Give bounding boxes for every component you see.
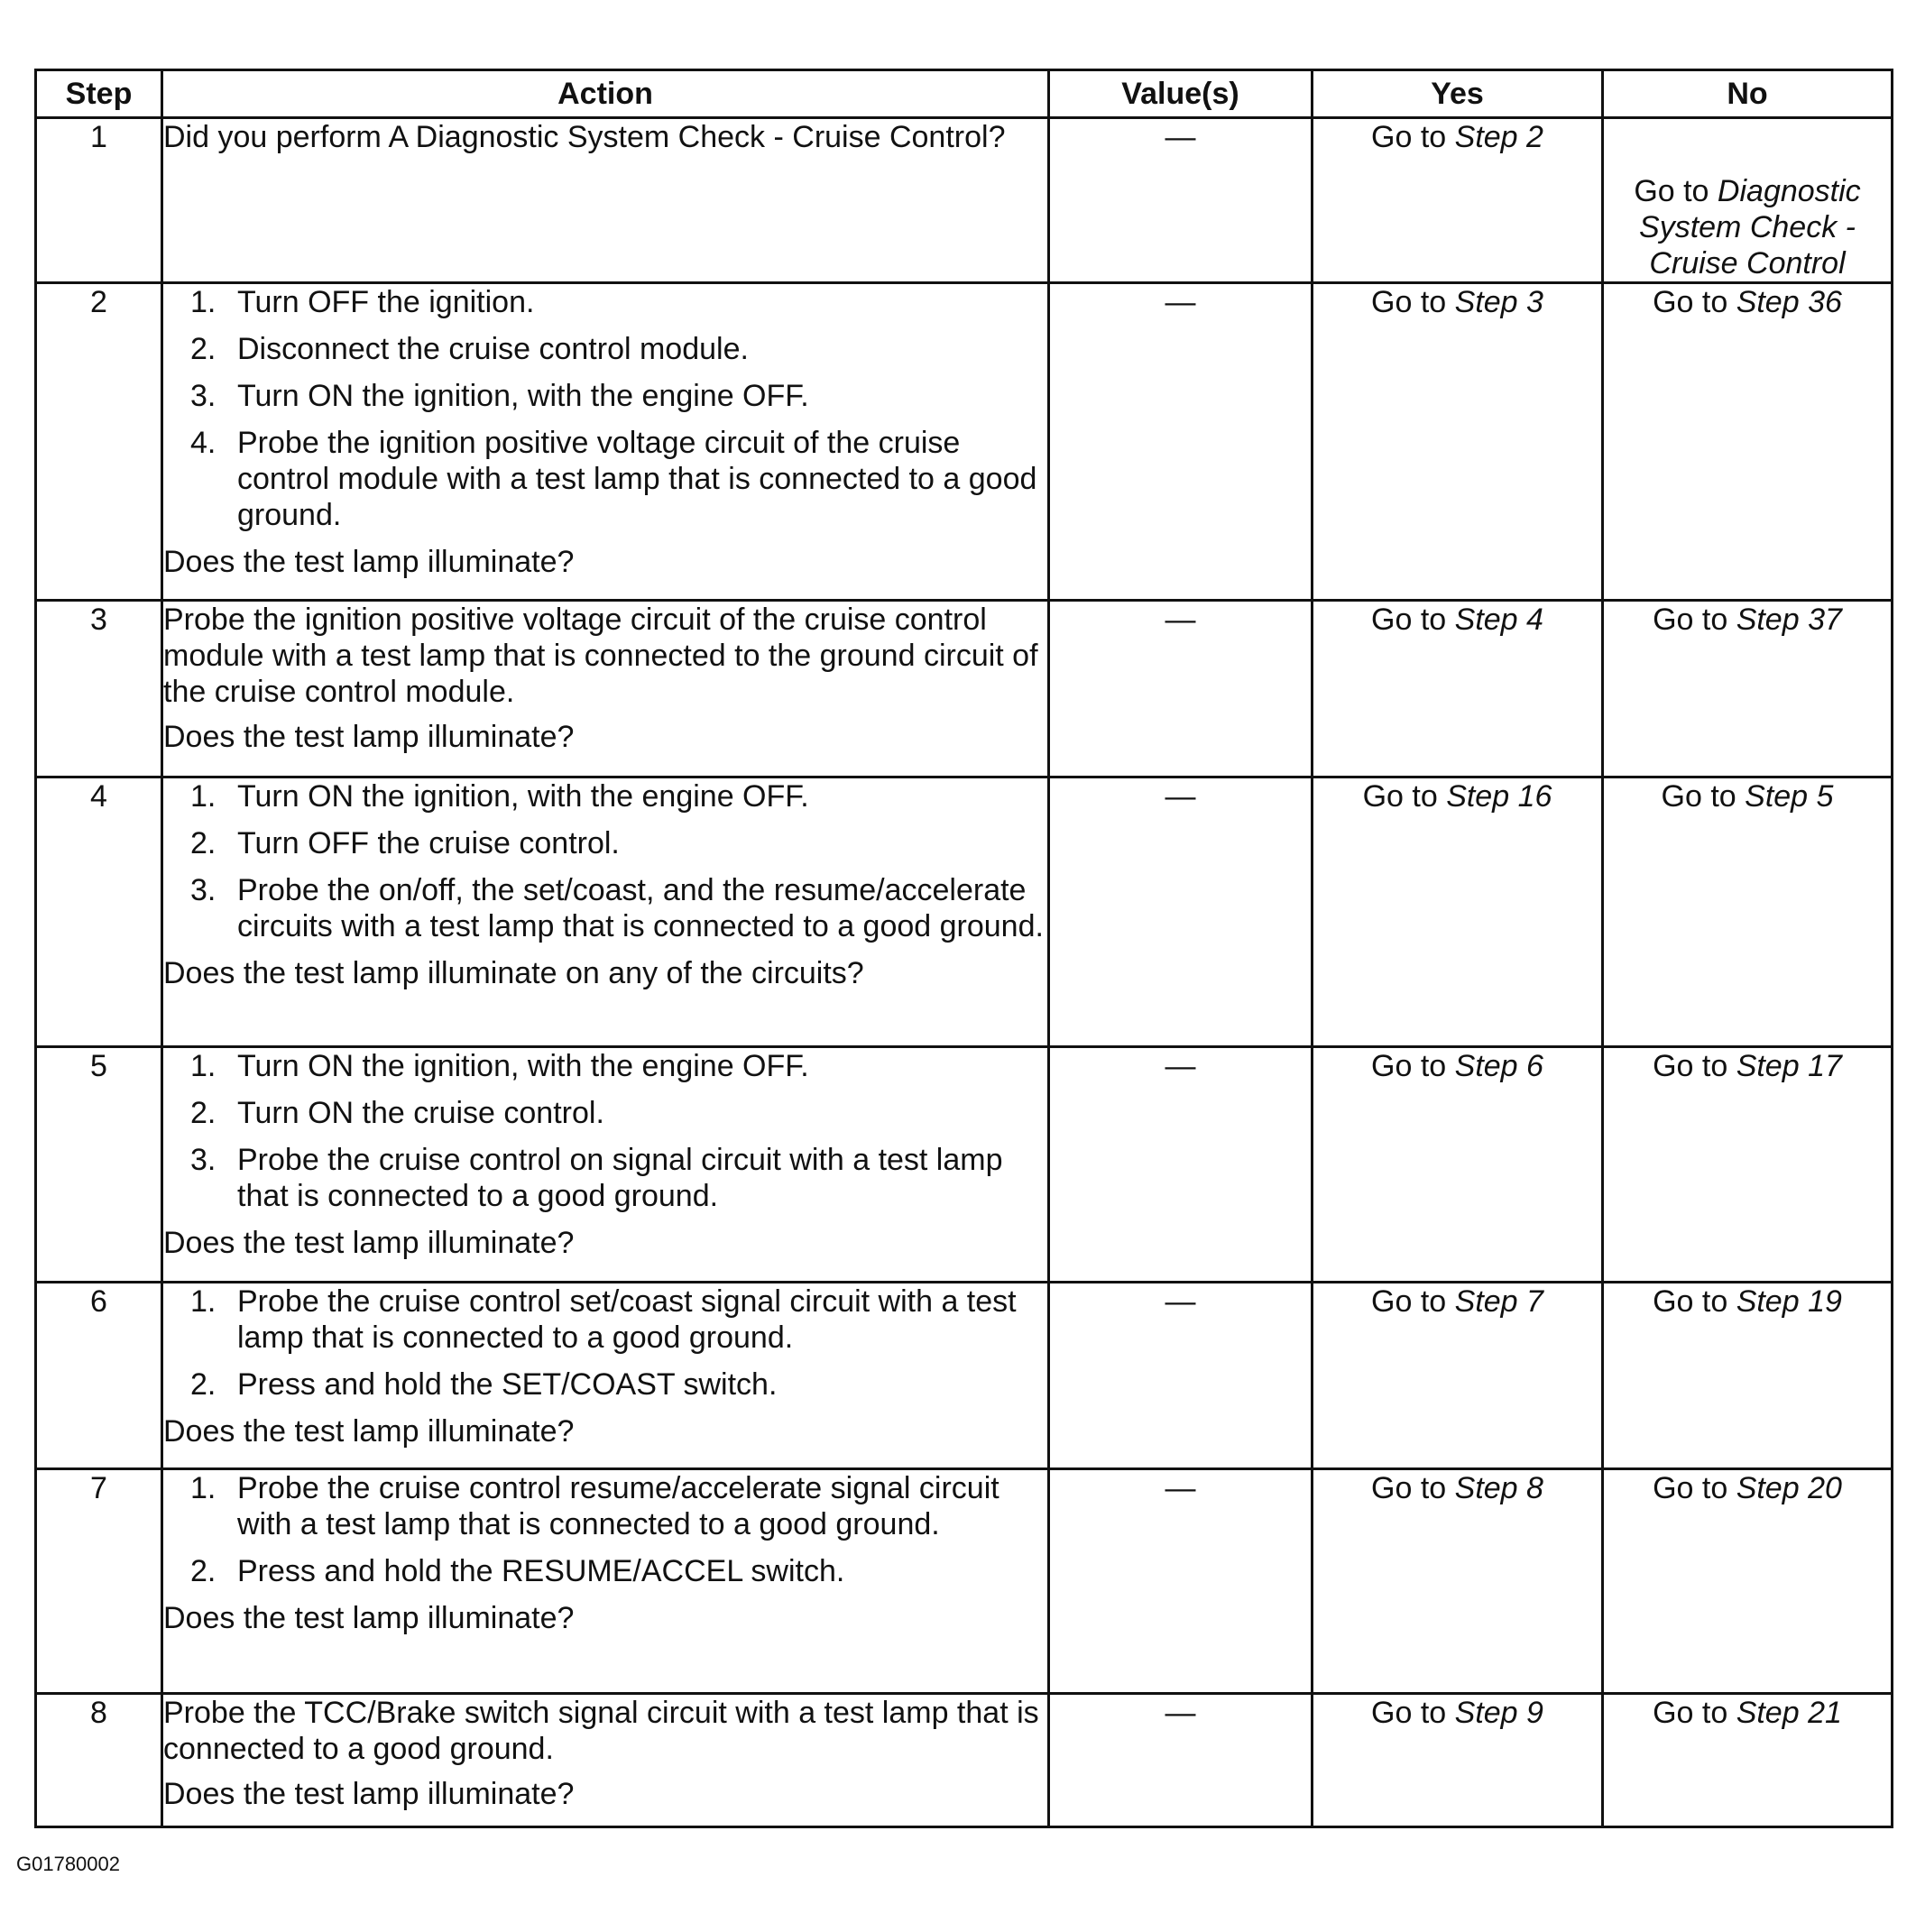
action-steps-list xyxy=(163,1470,1047,1589)
action-step-number: 1. xyxy=(190,285,216,319)
goto-prefix: Go to xyxy=(1653,603,1736,637)
action-steps-list xyxy=(163,778,1047,944)
goto-prefix: Go to xyxy=(1653,285,1736,319)
action-step-item xyxy=(163,1366,1047,1403)
diagnostic-table xyxy=(34,69,1893,1828)
step-number: 4 xyxy=(36,777,162,1047)
no-cell xyxy=(1603,777,1893,1047)
step-number: 8 xyxy=(36,1694,162,1827)
goto-target: Step 5 xyxy=(1745,779,1834,814)
action-question: Does the test lamp illuminate? xyxy=(163,720,575,754)
value-cell: — xyxy=(1049,1047,1313,1283)
no-cell xyxy=(1603,118,1893,283)
action-step-number: 2. xyxy=(190,1554,216,1588)
action-step-number: 3. xyxy=(190,379,216,413)
action-step-text: Disconnect the cruise control module. xyxy=(237,332,749,366)
table-row xyxy=(36,601,1893,777)
yes-cell xyxy=(1313,118,1603,283)
action-step-item xyxy=(163,1470,1047,1542)
goto-target: Step 37 xyxy=(1736,603,1842,637)
action-step-text: Turn OFF the ignition. xyxy=(237,285,535,319)
action-step-item xyxy=(163,284,1047,320)
action-step-text: Turn ON the ignition, with the engine OFF. xyxy=(237,779,809,814)
step-number: 1 xyxy=(36,118,162,283)
header-values: Value(s) xyxy=(1049,70,1313,118)
table-row xyxy=(36,1283,1893,1469)
action-step-text: Turn ON the ignition, with the engine OFF. xyxy=(237,1049,809,1083)
yes-cell xyxy=(1313,283,1603,601)
header-yes: Yes xyxy=(1313,70,1603,118)
yes-cell xyxy=(1313,1047,1603,1283)
goto-prefix: Go to xyxy=(1634,174,1718,208)
goto-prefix: Go to xyxy=(1653,1049,1736,1083)
action-steps-list xyxy=(163,1283,1047,1403)
action-step-number: 1. xyxy=(190,779,216,814)
goto-prefix: Go to xyxy=(1653,1696,1736,1730)
goto-target: Step 4 xyxy=(1454,603,1543,637)
action-step-text: Press and hold the RESUME/ACCEL switch. xyxy=(237,1554,845,1588)
action-step-number: 3. xyxy=(190,1143,216,1177)
action-step-number: 2. xyxy=(190,1096,216,1130)
action-step-text: Probe the cruise control on signal circuit with a test lamp that is connected to a good ground. xyxy=(237,1143,1003,1213)
action-cell xyxy=(162,601,1049,777)
action-text: Probe the ignition positive voltage circuit of the cruise control module with a test lamp that is connected to the ground circuit of the cruise control module. xyxy=(163,603,1038,709)
action-step-item xyxy=(163,778,1047,814)
table-body xyxy=(36,118,1893,1827)
goto-target: Step 21 xyxy=(1736,1696,1842,1730)
no-goto-link[interactable] xyxy=(1604,1470,1891,1506)
action-question: Does the test lamp illuminate? xyxy=(163,1777,575,1811)
action-step-text: Turn ON the ignition, with the engine OFF. xyxy=(237,379,809,413)
goto-target: Step 3 xyxy=(1454,285,1543,319)
value-cell: — xyxy=(1049,1283,1313,1469)
action-step-number: 1. xyxy=(190,1049,216,1083)
goto-target: Step 2 xyxy=(1454,120,1543,154)
yes-goto-link[interactable] xyxy=(1313,284,1601,320)
action-step-item xyxy=(163,1553,1047,1589)
action-step-item xyxy=(163,1283,1047,1356)
action-cell xyxy=(162,777,1049,1047)
action-step-item xyxy=(163,825,1047,861)
action-step-item xyxy=(163,378,1047,414)
action-cell xyxy=(162,283,1049,601)
goto-prefix: Go to xyxy=(1371,285,1455,319)
yes-cell xyxy=(1313,1469,1603,1694)
action-cell xyxy=(162,1694,1049,1827)
no-goto-link[interactable] xyxy=(1604,778,1891,814)
table-row xyxy=(36,1694,1893,1827)
action-step-item xyxy=(163,1142,1047,1214)
table-row xyxy=(36,1047,1893,1283)
action-question: Does the test lamp illuminate? xyxy=(163,545,575,579)
goto-target: Step 20 xyxy=(1736,1471,1842,1505)
step-number: 3 xyxy=(36,601,162,777)
table-row xyxy=(36,283,1893,601)
goto-target: Step 16 xyxy=(1446,779,1552,814)
action-step-number: 2. xyxy=(190,332,216,366)
action-steps-list xyxy=(163,1048,1047,1214)
goto-target: Step 8 xyxy=(1454,1471,1543,1505)
no-cell xyxy=(1603,283,1893,601)
action-text: Probe the TCC/Brake switch signal circuit with a test lamp that is connected to a good ground. xyxy=(163,1696,1039,1766)
action-step-number: 3. xyxy=(190,873,216,907)
no-goto-link[interactable] xyxy=(1604,173,1891,281)
yes-cell xyxy=(1313,601,1603,777)
goto-target: Step 7 xyxy=(1454,1284,1543,1319)
yes-goto-link[interactable] xyxy=(1313,602,1601,638)
step-number: 6 xyxy=(36,1283,162,1469)
goto-target: Step 9 xyxy=(1454,1696,1543,1730)
yes-goto-link[interactable] xyxy=(1313,1695,1601,1731)
step-number: 7 xyxy=(36,1469,162,1694)
goto-prefix: Go to xyxy=(1362,779,1447,814)
value-cell: — xyxy=(1049,118,1313,283)
action-step-item xyxy=(163,1095,1047,1131)
goto-prefix: Go to xyxy=(1371,1049,1455,1083)
step-number: 5 xyxy=(36,1047,162,1283)
goto-target: Step 36 xyxy=(1736,285,1842,319)
table-row xyxy=(36,1469,1893,1694)
value-cell: — xyxy=(1049,601,1313,777)
no-cell xyxy=(1603,1047,1893,1283)
action-step-number: 1. xyxy=(190,1284,216,1319)
goto-prefix: Go to xyxy=(1371,1471,1455,1505)
figure-id: G01780002 xyxy=(16,1853,120,1875)
goto-prefix: Go to xyxy=(1371,1284,1455,1319)
action-step-item xyxy=(163,872,1047,944)
goto-prefix: Go to xyxy=(1371,603,1455,637)
yes-cell xyxy=(1313,1283,1603,1469)
no-cell xyxy=(1603,1469,1893,1694)
no-goto-link[interactable] xyxy=(1604,602,1891,638)
action-cell xyxy=(162,1283,1049,1469)
action-cell xyxy=(162,118,1049,283)
header-no: No xyxy=(1603,70,1893,118)
yes-goto-link[interactable] xyxy=(1313,119,1601,155)
action-step-item xyxy=(163,1048,1047,1084)
action-step-item xyxy=(163,425,1047,533)
action-question: Does the test lamp illuminate? xyxy=(163,1226,575,1260)
value-cell: — xyxy=(1049,1694,1313,1827)
action-step-number: 4. xyxy=(190,426,216,460)
header-row xyxy=(36,70,1893,118)
action-step-text: Press and hold the SET/COAST switch. xyxy=(237,1367,778,1402)
goto-prefix: Go to xyxy=(1371,1696,1455,1730)
goto-target: Step 6 xyxy=(1454,1049,1543,1083)
action-cell xyxy=(162,1469,1049,1694)
yes-cell xyxy=(1313,1694,1603,1827)
action-question: Does the test lamp illuminate? xyxy=(163,1414,575,1449)
action-step-number: 2. xyxy=(190,1367,216,1402)
header-step: Step xyxy=(36,70,162,118)
goto-target: Step 17 xyxy=(1736,1049,1842,1083)
action-steps-list xyxy=(163,284,1047,533)
value-cell: — xyxy=(1049,1469,1313,1694)
goto-target: Diagnostic System Check - Cruise Control xyxy=(1639,174,1861,281)
no-cell xyxy=(1603,601,1893,777)
action-question: Does the test lamp illuminate on any of the circuits? xyxy=(163,956,864,990)
no-goto-link[interactable] xyxy=(1604,1283,1891,1320)
action-step-text: Probe the cruise control resume/accelerate signal circuit with a test lamp that is connected to a good ground. xyxy=(237,1471,999,1541)
goto-prefix: Go to xyxy=(1371,120,1455,154)
header-action: Action xyxy=(162,70,1049,118)
table-row xyxy=(36,118,1893,283)
yes-goto-link[interactable] xyxy=(1313,1283,1601,1320)
goto-target: Step 19 xyxy=(1736,1284,1842,1319)
action-cell xyxy=(162,1047,1049,1283)
action-step-item xyxy=(163,331,1047,367)
action-step-text: Turn ON the cruise control. xyxy=(237,1096,604,1130)
action-step-text: Probe the cruise control set/coast signal circuit with a test lamp that is connected to a good ground. xyxy=(237,1284,1017,1355)
action-step-text: Turn OFF the cruise control. xyxy=(237,826,620,860)
action-step-text: Probe the ignition positive voltage circuit of the cruise control module with a test lamp that is connected to a good ground. xyxy=(237,426,1037,532)
yes-goto-link[interactable] xyxy=(1313,778,1601,814)
yes-cell xyxy=(1313,777,1603,1047)
yes-goto-link[interactable] xyxy=(1313,1048,1601,1084)
action-step-text: Probe the on/off, the set/coast, and the resume/accelerate circuits with a test lamp that is connected to a good ground. xyxy=(237,873,1044,943)
value-cell: — xyxy=(1049,777,1313,1047)
goto-prefix: Go to xyxy=(1653,1471,1736,1505)
yes-goto-link[interactable] xyxy=(1313,1470,1601,1506)
action-text: Did you perform A Diagnostic System Check - Cruise Control? xyxy=(163,120,1006,154)
action-step-number: 2. xyxy=(190,826,216,860)
action-question: Does the test lamp illuminate? xyxy=(163,1601,575,1635)
goto-prefix: Go to xyxy=(1653,1284,1736,1319)
goto-prefix: Go to xyxy=(1661,779,1746,814)
no-goto-link[interactable] xyxy=(1604,1048,1891,1084)
value-cell: — xyxy=(1049,283,1313,601)
action-step-number: 1. xyxy=(190,1471,216,1505)
no-goto-link[interactable] xyxy=(1604,284,1891,320)
step-number: 2 xyxy=(36,283,162,601)
no-goto-link[interactable] xyxy=(1604,1695,1891,1731)
no-cell xyxy=(1603,1283,1893,1469)
table-row xyxy=(36,777,1893,1047)
no-cell xyxy=(1603,1694,1893,1827)
